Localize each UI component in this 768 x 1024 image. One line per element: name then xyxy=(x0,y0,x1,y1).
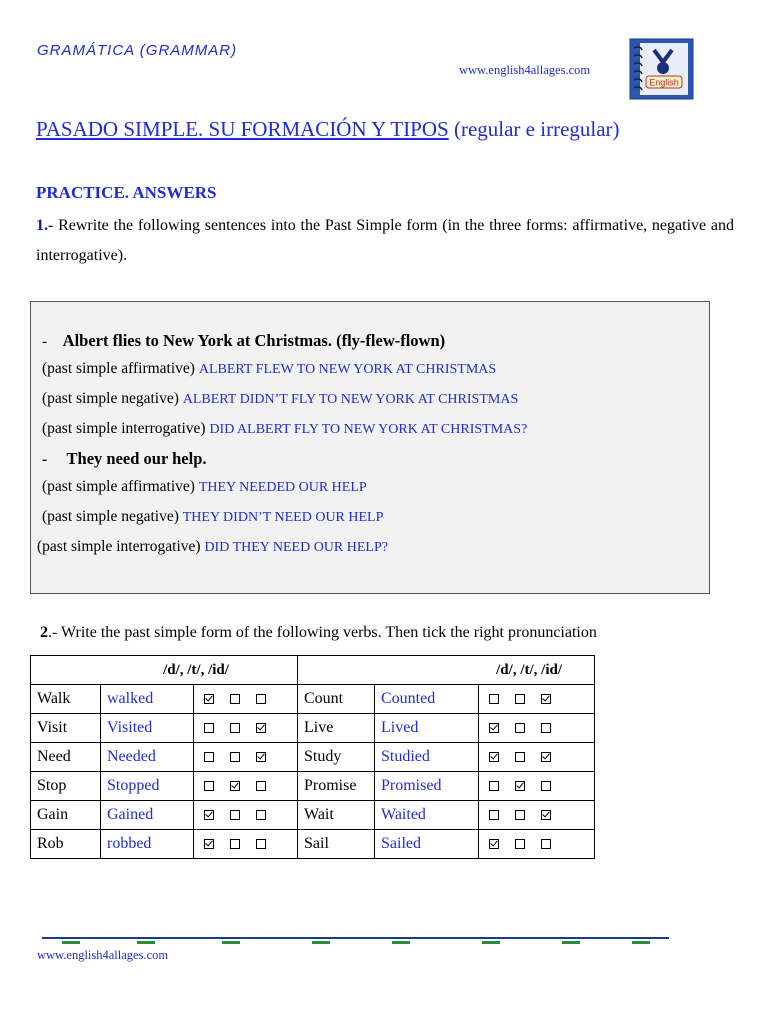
answer-line xyxy=(42,420,527,438)
sentence-2 xyxy=(42,449,207,469)
past-form-cell: Waited xyxy=(375,801,479,830)
verb-cell: Gain xyxy=(31,801,101,830)
empty-box-icon[interactable] xyxy=(204,752,214,762)
empty-box-icon[interactable] xyxy=(256,781,266,791)
table-row xyxy=(31,685,595,714)
empty-box-icon[interactable] xyxy=(515,810,525,820)
empty-box-icon[interactable] xyxy=(230,723,240,733)
checked-box-icon[interactable] xyxy=(204,810,214,820)
pronunciation-ticks xyxy=(194,801,298,830)
checked-box-icon[interactable] xyxy=(204,694,214,704)
table-row xyxy=(31,743,595,772)
pronunciation-ticks xyxy=(194,772,298,801)
footer-site-link[interactable]: www.english4allages.com xyxy=(37,948,169,962)
table-header-row xyxy=(31,656,595,685)
answer-label: (past simple negative) xyxy=(42,390,179,407)
empty-box-icon[interactable] xyxy=(256,810,266,820)
verb-cell: Live xyxy=(298,714,375,743)
table-row xyxy=(31,830,595,859)
answer-label: (past simple affirmative) xyxy=(42,360,195,377)
sentence-text: Albert flies to New York at Christmas. (fly-flew-flown) xyxy=(62,331,446,350)
table-row xyxy=(31,714,595,743)
checked-box-icon[interactable] xyxy=(256,723,266,733)
answer-label: (past simple negative) xyxy=(42,508,179,525)
pronunciation-ticks xyxy=(479,743,595,772)
past-form-cell: Promised xyxy=(375,772,479,801)
checked-box-icon[interactable] xyxy=(541,810,551,820)
site-logo xyxy=(628,38,695,100)
answer-text: THEY DIDN’T NEED OUR HELP xyxy=(182,510,384,525)
answer-label: (past simple affirmative) xyxy=(42,478,195,495)
empty-box-icon[interactable] xyxy=(256,694,266,704)
checked-box-icon[interactable] xyxy=(230,781,240,791)
past-form-cell: Visited xyxy=(101,714,194,743)
empty-box-icon[interactable] xyxy=(230,839,240,849)
verb-cell: Count xyxy=(298,685,375,714)
verb-cell: Need xyxy=(31,743,101,772)
past-form-cell: Studied xyxy=(375,743,479,772)
empty-box-icon[interactable] xyxy=(230,694,240,704)
answer-line xyxy=(42,508,383,526)
verb-cell: Visit xyxy=(31,714,101,743)
page-title xyxy=(36,117,620,142)
header-site-link[interactable]: www.english4allages.com xyxy=(459,63,591,77)
checked-box-icon[interactable] xyxy=(515,781,525,791)
empty-box-icon[interactable] xyxy=(515,694,525,704)
empty-box-icon[interactable] xyxy=(515,752,525,762)
pronunciation-ticks xyxy=(479,772,595,801)
checked-box-icon[interactable] xyxy=(489,839,499,849)
exercise1-number: 1.- xyxy=(36,217,54,234)
empty-box-icon[interactable] xyxy=(541,781,551,791)
empty-box-icon[interactable] xyxy=(489,781,499,791)
checked-box-icon[interactable] xyxy=(256,752,266,762)
answer-line xyxy=(42,478,367,496)
answer-label: (past simple interrogative) xyxy=(37,538,201,555)
header-kicker: GRAMÁTICA (GRAMMAR) xyxy=(37,42,238,59)
answer-text: DID THEY NEED OUR HELP? xyxy=(204,540,388,555)
pronunciation-ticks xyxy=(194,685,298,714)
pronunciation-ticks xyxy=(479,714,595,743)
answers-box xyxy=(30,301,710,594)
verb-cell: Rob xyxy=(31,830,101,859)
table-row xyxy=(31,772,595,801)
checked-box-icon[interactable] xyxy=(541,752,551,762)
title-suffix: (regular e irregular) xyxy=(448,117,620,141)
empty-box-icon[interactable] xyxy=(230,752,240,762)
practice-heading: PRACTICE. ANSWERS xyxy=(36,183,217,202)
pronunciation-ticks xyxy=(194,830,298,859)
verb-cell: Wait xyxy=(298,801,375,830)
past-form-cell: Sailed xyxy=(375,830,479,859)
answer-text: DID ALBERT FLY TO NEW YORK AT CHRISTMAS? xyxy=(209,422,528,437)
empty-box-icon[interactable] xyxy=(489,810,499,820)
checked-box-icon[interactable] xyxy=(541,694,551,704)
exercise1-instruction-text: Rewrite the following sentences into the Past Simple form (in the three forms: affirmative, negative and interrogative). xyxy=(36,217,734,264)
logo-notebook-icon xyxy=(628,38,695,100)
pronunciation-header-left: /d/, /t/, /id/ xyxy=(31,656,298,685)
exercise2-instruction xyxy=(40,624,597,642)
empty-box-icon[interactable] xyxy=(541,839,551,849)
verb-cell: Promise xyxy=(298,772,375,801)
empty-box-icon[interactable] xyxy=(256,839,266,849)
past-form-cell: Needed xyxy=(101,743,194,772)
answer-line xyxy=(42,390,518,408)
verb-cell: Sail xyxy=(298,830,375,859)
sentence-text: They need our help. xyxy=(66,449,207,468)
past-form-cell: Counted xyxy=(375,685,479,714)
answer-line xyxy=(42,360,496,378)
pronunciation-header-right: /d/, /t/, /id/ xyxy=(298,656,595,685)
empty-box-icon[interactable] xyxy=(204,781,214,791)
verb-table xyxy=(30,655,595,859)
empty-box-icon[interactable] xyxy=(541,723,551,733)
answer-text: ALBERT FLEW TO NEW YORK AT CHRISTMAS xyxy=(198,362,497,377)
title-main: PASADO SIMPLE. SU FORMACIÓN Y TIPOS xyxy=(36,117,449,141)
answer-label: (past simple interrogative) xyxy=(42,420,206,437)
exercise2-instruction-text: .- Write the past simple form of the following verbs. Then tick the right pronunciation xyxy=(48,624,597,641)
pronunciation-ticks xyxy=(479,801,595,830)
checked-box-icon[interactable] xyxy=(489,752,499,762)
exercise2-number: 2 xyxy=(40,624,48,641)
past-form-cell: Gained xyxy=(101,801,194,830)
pronunciation-ticks xyxy=(194,743,298,772)
footer-rule xyxy=(42,937,669,945)
exercise1-instruction xyxy=(36,211,734,271)
pronunciation-ticks xyxy=(479,685,595,714)
pronunciation-ticks xyxy=(194,714,298,743)
checked-box-icon[interactable] xyxy=(489,723,499,733)
empty-box-icon[interactable] xyxy=(489,694,499,704)
checked-box-icon[interactable] xyxy=(204,839,214,849)
past-form-cell: Stopped xyxy=(101,772,194,801)
answer-text: THEY NEEDED OUR HELP xyxy=(198,480,367,495)
answer-line xyxy=(37,538,388,556)
past-form-cell: robbed xyxy=(101,830,194,859)
past-form-cell: Lived xyxy=(375,714,479,743)
verb-cell: Stop xyxy=(31,772,101,801)
pronunciation-ticks xyxy=(479,830,595,859)
answer-text: ALBERT DIDN’T FLY TO NEW YORK AT CHRISTMAS xyxy=(182,392,519,407)
past-form-cell: walked xyxy=(101,685,194,714)
empty-box-icon[interactable] xyxy=(204,723,214,733)
empty-box-icon[interactable] xyxy=(230,810,240,820)
logo-text: English xyxy=(649,77,679,88)
empty-box-icon[interactable] xyxy=(515,839,525,849)
sentence-1 xyxy=(42,331,445,351)
verb-cell: Study xyxy=(298,743,375,772)
sentence-dash: - xyxy=(42,333,48,350)
table-row xyxy=(31,801,595,830)
sentence-dash: - xyxy=(42,451,48,468)
empty-box-icon[interactable] xyxy=(515,723,525,733)
verb-cell: Walk xyxy=(31,685,101,714)
